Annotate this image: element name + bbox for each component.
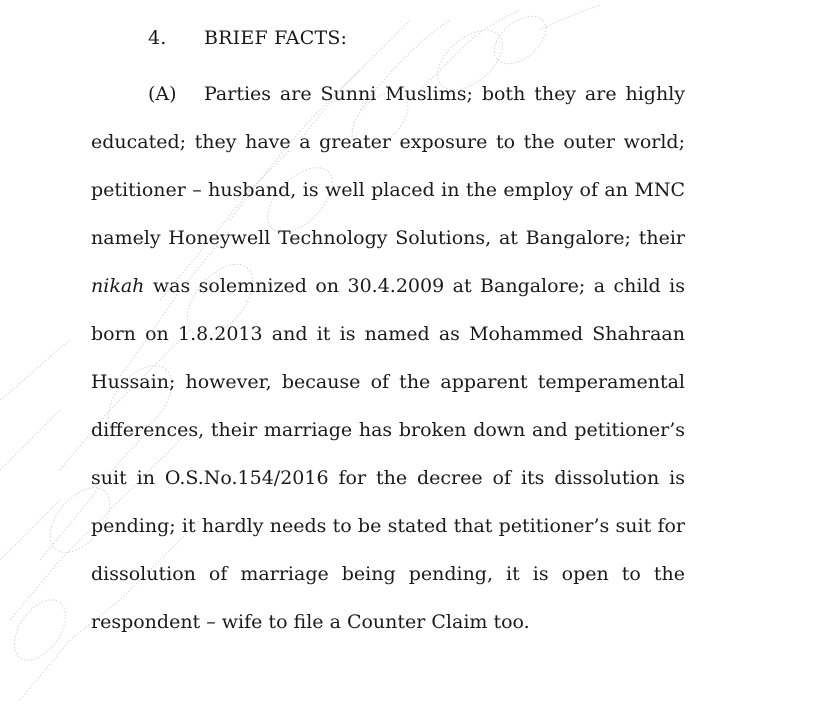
paragraph-text-part-2: was solemnized on 30.4.2009 at Bangalore; a child is born on 1.8.2013 and it is named as Mohammed Shahraan Hussain; however, because of the apparent temperamental differences, their marriage has broken down and petitioner’s suit in O.S.No.154/2016 for the decree of its dissolution is pending; it hardly needs to be stated that petitioner’s suit for dissolution of marriage being pending, it is open to the respondent – wife to file a Counter Claim too. (91, 275, 685, 633)
section-heading (148, 27, 347, 49)
paragraph-text-part-1: Parties are Sunni Muslims; both they are highly educated; they have a greater exposure to the outer world; petitioner – husband, is well placed in the employ of an MNC namely Honeywell Technology Solutions, at Bangalore; their (91, 83, 685, 249)
paragraph-marker: (A) (148, 83, 177, 105)
section-title: BRIEF FACTS: (204, 27, 348, 49)
paragraph-italic-term: nikah (91, 275, 145, 297)
brief-facts-paragraph (91, 70, 685, 646)
section-number: 4. (148, 27, 167, 49)
